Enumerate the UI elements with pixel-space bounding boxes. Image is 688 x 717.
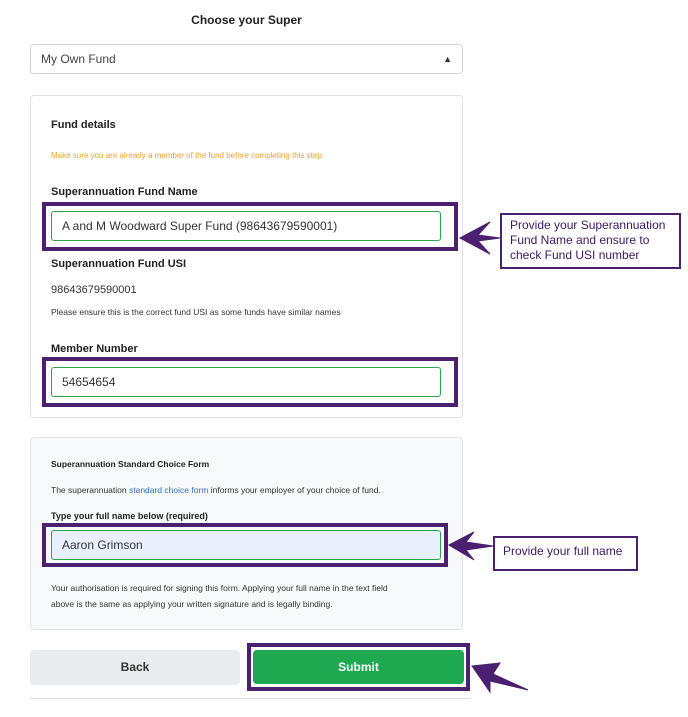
fund-usi-value: 98643679590001	[51, 284, 137, 296]
fund-warning: Make sure you are already a member of the fund before completing this step.	[51, 151, 325, 160]
fund-usi-label: Superannuation Fund USI	[51, 258, 187, 270]
member-number-input[interactable]: 54654654	[51, 367, 441, 397]
sort-caret-icon: ▲	[443, 54, 452, 64]
choice-form-heading: Superannuation Standard Choice Form	[51, 459, 210, 469]
fund-select-value: My Own Fund	[41, 52, 116, 66]
fund-callout-line1: Provide your Superannuation	[510, 218, 666, 232]
fund-name-callout	[500, 213, 681, 269]
fund-callout-line3: check Fund USI number	[510, 248, 640, 262]
member-number-label: Member Number	[51, 343, 138, 355]
full-name-input[interactable]: Aaron Grimson	[51, 530, 441, 560]
page-title: Choose your Super	[191, 13, 302, 27]
fund-callout-line2: Fund Name and ensure to	[510, 233, 650, 247]
authorisation-note-line2: above is the same as applying your written signature and is legally binding.	[51, 599, 333, 609]
fund-usi-note: Please ensure this is the correct fund USI as some funds have similar names	[51, 307, 341, 317]
standard-choice-form-link[interactable]: standard choice form	[128, 485, 209, 495]
full-name-label: Type your full name below (required)	[51, 511, 208, 521]
arrow-left-icon	[460, 222, 500, 254]
fund-select[interactable]	[30, 44, 463, 74]
arrow-left-icon	[472, 663, 528, 692]
choice-form-intro-text: The superannuation	[51, 485, 129, 495]
authorisation-note-line1: Your authorisation is required for signing this form. Applying your full name in the text field	[51, 583, 388, 593]
fund-name-label: Superannuation Fund Name	[51, 186, 198, 198]
fund-name-input[interactable]: A and M Woodward Super Fund (98643679590001)	[51, 211, 441, 241]
submit-button[interactable]: Submit	[253, 650, 464, 684]
authorisation-note	[51, 580, 388, 612]
choice-form-intro-end: informs your employer of your choice of fund.	[208, 485, 381, 495]
back-button[interactable]: Back	[30, 650, 240, 685]
full-name-callout: Provide your full name	[493, 536, 638, 571]
fund-details-heading: Fund details	[51, 119, 116, 131]
footer-divider	[30, 698, 470, 699]
choice-form-intro	[51, 485, 381, 495]
